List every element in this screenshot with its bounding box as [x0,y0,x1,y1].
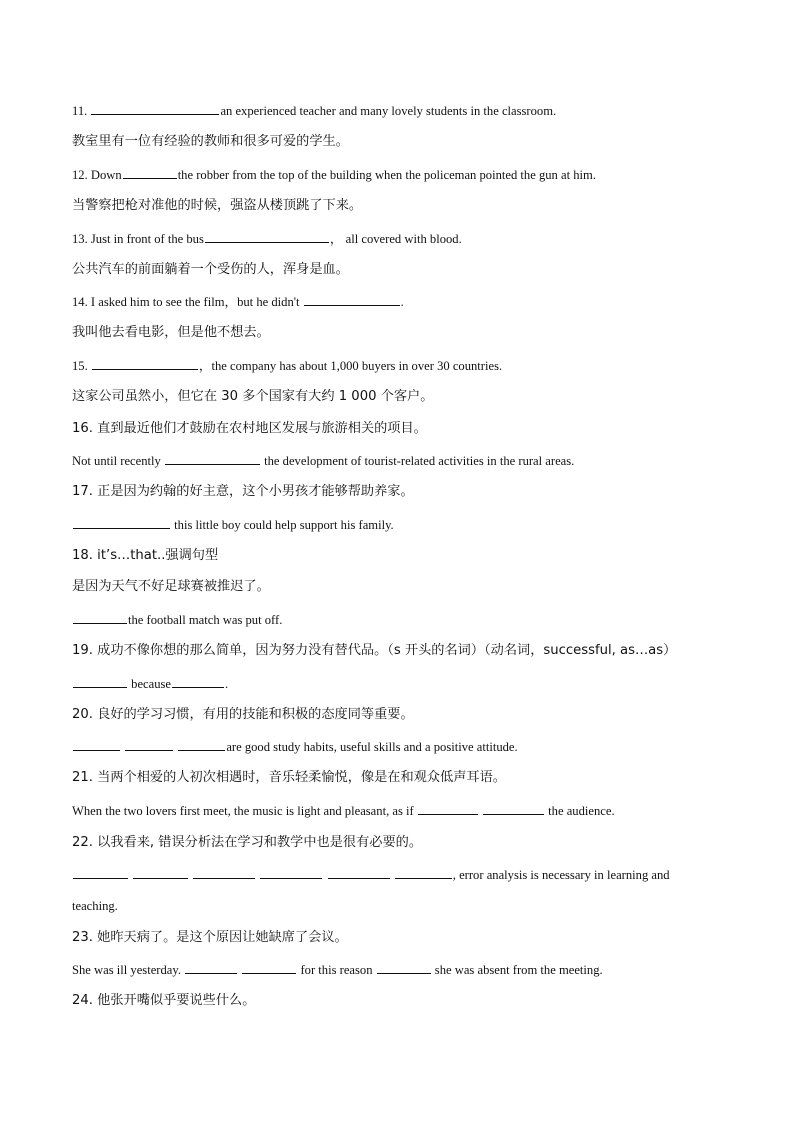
q14-text-after: . [400,295,404,309]
q14-blank[interactable] [304,293,400,306]
q20-blank-2[interactable] [125,738,173,751]
q22-blank-6[interactable] [395,866,452,879]
q21-line [72,802,722,820]
q22-continuation: teaching. [72,899,118,913]
q16-text-before: Not until recently [72,454,164,468]
q12-text-after: the robber from the top of the building when the policeman pointed the gun at him. [177,168,596,182]
q15-blank[interactable] [92,357,198,370]
q19-blank-1[interactable] [73,675,127,688]
q16-chinese: 16. 直到最近他们才鼓励在农村地区发展与旅游相关的项目。 [72,421,427,436]
q23-blank-3[interactable] [377,961,431,974]
q12-line [72,166,722,184]
q14-chinese: 我叫他去看电影，但是他不想去。 [72,325,270,340]
q20-blank-1[interactable] [73,738,120,751]
q13-text-after: ， all covered with blood. [329,232,462,246]
q20-line [72,738,722,756]
q14-text-before: 14. I asked him to see the film，but he didn't [72,295,303,309]
q17-text: this little boy could help support his family. [171,518,394,532]
q13-blank[interactable] [205,230,329,243]
q11-text: an experienced teacher and many lovely students in the classroom. [220,104,557,118]
q13-text-before: 13. Just in front of the bus [72,232,204,246]
q23-text-before: She was ill yesterday. [72,963,185,977]
q15-number: 15. [72,359,91,373]
q20-text: are good study habits, useful skills and a positive attitude. [226,740,518,754]
q15-line [72,357,722,375]
q22-chinese: 22. 以我看来, 错误分析法在学习和教学中也是很有必要的。 [72,835,423,850]
q21-blank-2[interactable] [483,802,544,815]
q18-text: the football match was put off. [128,613,283,627]
q23-chinese: 23. 她昨天病了。是这个原因让她缺席了会议。 [72,930,348,945]
q18-chinese: 是因为天气不好足球赛被推迟了。 [72,579,270,594]
q22-blank-4[interactable] [260,866,322,879]
q13-line [72,230,722,248]
q19-blank-2[interactable] [172,675,224,688]
q21-text-before: When the two lovers first meet, the music is light and pleasant, as if [72,804,417,818]
q22-line [72,866,722,884]
q17-chinese: 17. 正是因为约翰的好主意，这个小男孩才能够帮助养家。 [72,484,414,499]
q19-line [72,675,722,693]
q12-text-before: 12. Down [72,168,122,182]
q22-blank-5[interactable] [328,866,390,879]
q22-text: , error analysis is necessary in learning and [452,868,670,882]
q17-line [72,516,722,534]
q18-line [72,611,722,629]
q20-chinese: 20. 良好的学习习惯，有用的技能和积极的态度同等重要。 [72,707,414,722]
q21-blank-1[interactable] [418,802,478,815]
q23-line [72,961,722,979]
q22-blank-1[interactable] [73,866,128,879]
q23-blank-1[interactable] [185,961,237,974]
q11-number: 11. [72,104,91,118]
q16-line [72,452,722,470]
q15-text: ，the company has about 1,000 buyers in over 30 countries. [198,359,503,373]
q19-text-mid: because [128,677,172,691]
q18-heading: 18. it’s…that..强调句型 [72,548,219,563]
q23-text-mid: for this reason [297,963,376,977]
q23-text-after: she was absent from the meeting. [431,963,603,977]
q13-chinese: 公共汽车的前面躺着一个受伤的人，浑身是血。 [72,262,349,277]
q18-blank[interactable] [73,611,127,624]
q19-text-after: . [225,677,229,691]
q19-chinese: 19. 成功不像你想的那么简单，因为努力没有替代品。（s 开头的名词）（动名词，successful, as…as） [72,643,677,658]
q11-blank[interactable] [91,102,219,115]
q22-blank-3[interactable] [193,866,255,879]
q22-blank-2[interactable] [133,866,188,879]
q12-chinese: 当警察把枪对准他的时候，强盗从楼顶跳了下来。 [72,198,363,213]
q21-chinese: 21. 当两个相爱的人初次相遇时，音乐轻柔愉悦，像是在和观众低声耳语。 [72,770,506,785]
q14-line [72,293,722,311]
q17-blank[interactable] [73,516,170,529]
q12-blank[interactable] [123,166,177,179]
q20-blank-3[interactable] [178,738,225,751]
q23-blank-2[interactable] [242,961,296,974]
q16-text-after: the development of tourist-related activities in the rural areas. [260,454,575,468]
q16-blank[interactable] [165,452,260,465]
q21-text-after: the audience. [545,804,615,818]
q11-chinese: 教室里有一位有经验的教师和很多可爱的学生。 [72,134,349,149]
q24-chinese: 24. 他张开嘴似乎要说些什么。 [72,993,256,1008]
q15-chinese: 这家公司虽然小，但它在 30 多个国家有大约 1 000 个客户。 [72,389,434,404]
q11-line [72,102,722,120]
